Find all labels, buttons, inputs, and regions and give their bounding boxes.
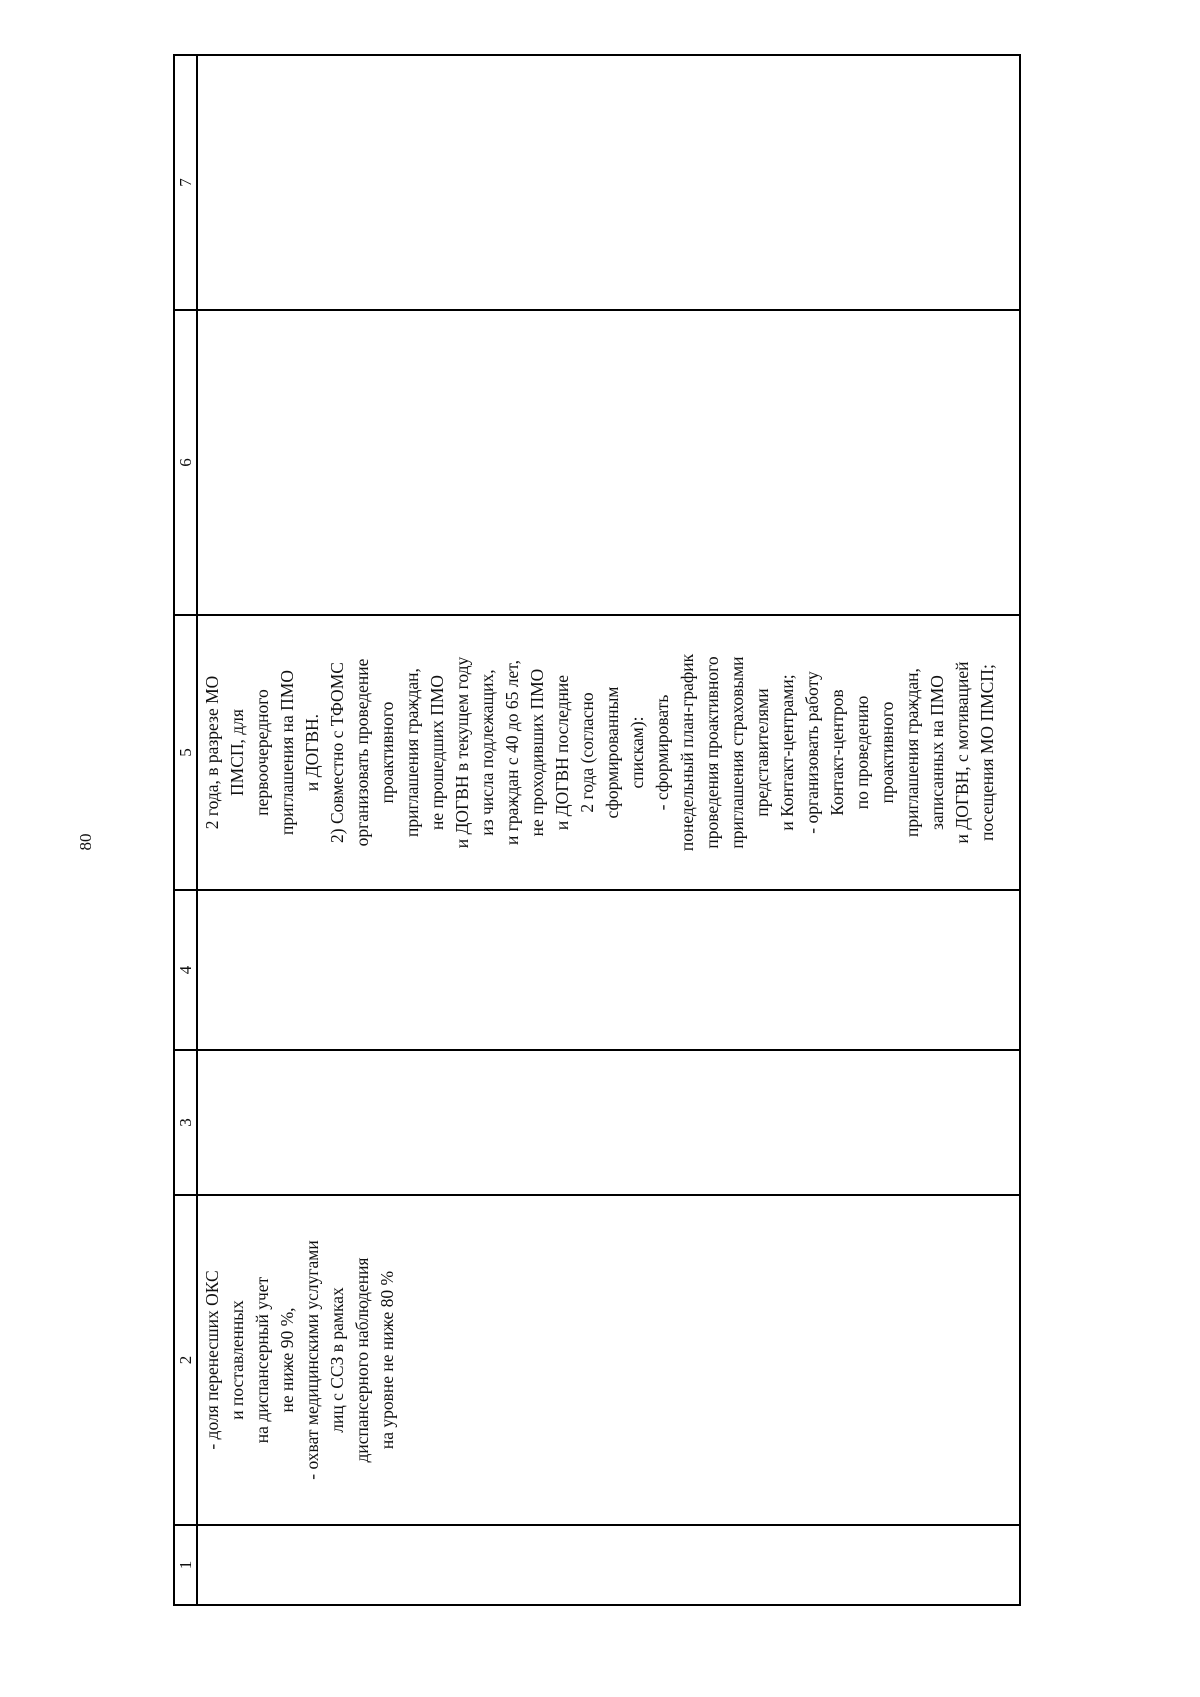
cell-col4	[197, 890, 1020, 1050]
cell-text-line: проведения проактивного	[702, 656, 722, 849]
document-table	[173, 54, 1021, 1606]
header-row	[174, 55, 197, 1605]
column-header-3: 3	[174, 1050, 197, 1195]
cell-text-line: приглашения граждан,	[402, 668, 422, 837]
cell-text-line: приглашения страховыми	[727, 656, 747, 849]
column-header-5: 5	[174, 615, 197, 890]
cell-text-line: и ДОГВН последние	[552, 674, 572, 831]
column-header-1: 1	[174, 1525, 197, 1605]
cell-text-line: из числа подлежащих,	[477, 669, 497, 836]
cell-text-line: - доля перенесших ОКС	[202, 1270, 222, 1450]
cell-text-line: 2) Совместно с ТФОМС	[327, 662, 347, 843]
cell-text-line: спискам):	[627, 716, 647, 789]
cell-text-line: Контакт-центров	[827, 689, 847, 816]
cell-text-line: и поставленных	[227, 1300, 247, 1420]
cell-text-line: лиц с ССЗ в рамках	[327, 1287, 347, 1433]
cell-col6	[197, 310, 1020, 615]
cell-col7	[197, 55, 1020, 310]
cell-col2	[197, 1195, 1020, 1525]
page-number: 80	[76, 833, 95, 851]
cell-text-line: приглашения на ПМО	[277, 670, 297, 836]
cell-col3	[197, 1050, 1020, 1195]
column-header-6: 6	[174, 310, 197, 615]
cell-text-line: по проведению	[852, 695, 872, 810]
cell-text-line: - сформировать	[652, 694, 672, 811]
table-row	[197, 55, 1020, 1605]
cell-text-line: и ДОГВН, с мотивацией	[952, 661, 972, 844]
cell-text-line: ПМСП, для	[227, 709, 247, 796]
cell-text-line: 2 года, в разрезе МО	[202, 675, 222, 830]
cell-col1	[197, 1525, 1020, 1605]
rotated-table-wrapper	[173, 56, 1021, 1606]
cell-text-line: понедельный план-график	[677, 653, 697, 852]
cell-text-line: - организовать работу	[802, 671, 822, 834]
cell-text-line: на диспансерный учет	[252, 1276, 272, 1444]
cell-text-line: не прошедших ПМО	[427, 674, 447, 831]
cell-text-line: и Контакт-центрами;	[777, 674, 797, 831]
column-header-4: 4	[174, 890, 197, 1050]
cell-text-line: - охват медицинскими услугами	[302, 1240, 322, 1480]
cell-text-line: не проходивших ПМО	[527, 668, 547, 837]
cell-text-line: организовать проведение	[352, 658, 372, 847]
cell-text-line: и граждан с 40 до 65 лет,	[502, 659, 522, 846]
cell-text-line: приглашения граждан,	[902, 668, 922, 837]
cell-text-line: не ниже 90 %,	[277, 1307, 297, 1413]
column-header-7: 7	[174, 55, 197, 310]
cell-text-line: диспансерного наблюдения	[352, 1257, 372, 1463]
cell-text-line: на уровне не ниже 80 %	[377, 1270, 397, 1450]
cell-col5	[197, 615, 1020, 890]
cell-text-line: сформированным	[602, 686, 622, 819]
cell-text-line: проактивного	[877, 701, 897, 804]
cell-text-line: посещения МО ПМСП;	[977, 664, 997, 841]
cell-text-line: и ДОГВН в текущем году	[452, 656, 472, 849]
cell-text-line: проактивного	[377, 701, 397, 804]
cell-text-line: записанных на ПМО	[927, 675, 947, 830]
cell-text-line: и ДОГВН.	[302, 713, 322, 792]
cell-text-line: представителями	[752, 688, 772, 817]
column-header-2: 2	[174, 1195, 197, 1525]
cell-text-line: первоочередного	[252, 689, 272, 816]
cell-text-line: 2 года (согласно	[577, 692, 597, 813]
